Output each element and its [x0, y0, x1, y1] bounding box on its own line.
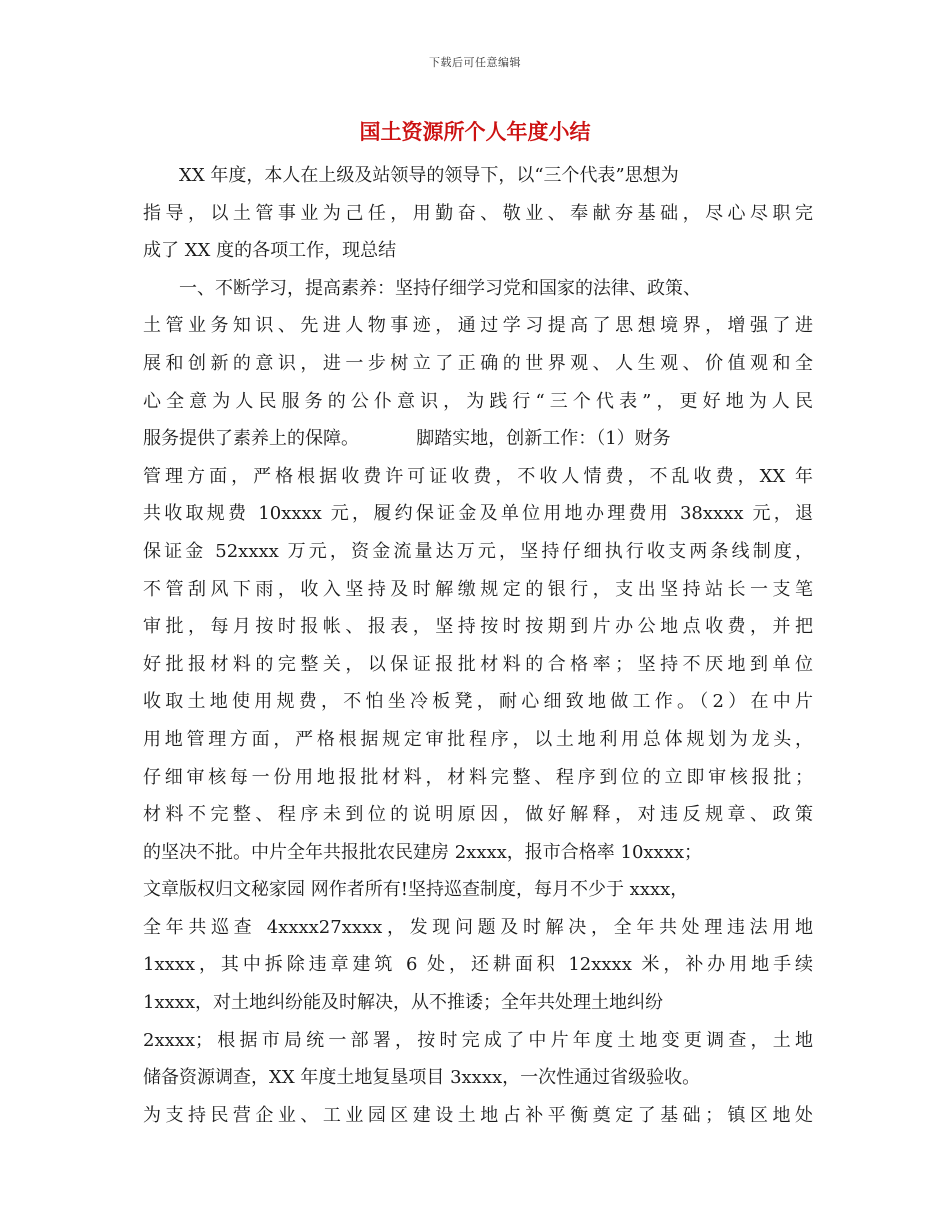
body-line: 2xxxx；根据市局统一部署，按时完成了中片年度土地变更调查，土地 [143, 1029, 813, 1051]
body-line: XX 年度，本人在上级及站领导的领导下，以“三个代表”思想为 [179, 165, 679, 186]
body-line: 为支持民营企业、工业园区建设土地占补平衡奠定了基础；镇区地处 [143, 1104, 813, 1126]
body-line: 用地管理方面，严格根据规定审批程序，以土地利用总体规划为龙头， [143, 728, 813, 750]
body-line: 指导，以土管事业为己任，用勤奋、敬业、奉献夯基础，尽心尽职完 [143, 202, 813, 224]
body-line: 保证金 52xxxx 万元，资金流量达万元，坚持仔细执行收支两条线制度， [143, 540, 813, 562]
document-title: 国土资源所个人年度小结 [359, 119, 591, 144]
body-line: 全年共巡查 4xxxx27xxxx，发现问题及时解决，全年共处理违法用地 [143, 916, 813, 938]
document-body [143, 157, 813, 1134]
body-line: 文章版权归文秘家园 网作者所有!坚持巡查制度，每月不少于 xxxx， [143, 879, 689, 901]
body-line: 共收取规费 10xxxx 元，履约保证金及单位用地办理费用 38xxxx 元，退 [143, 503, 813, 525]
body-line: 好批报材料的完整关，以保证报批材料的合格率；坚持不厌地到单位 [143, 653, 813, 675]
body-line: 展和创新的意识，进一步树立了正确的世界观、人生观、价值观和全 [143, 352, 813, 374]
body-line: 不管刮风下雨，收入坚持及时解缴规定的银行，支出坚持站长一支笔 [143, 578, 813, 600]
page-header-note: 下载后可任意编辑 [429, 56, 521, 69]
body-line: 心全意为人民服务的公仆意识，为践行“三个代表”，更好地为人民 [143, 390, 813, 412]
body-line: 一、不断学习，提高素养：坚持仔细学习党和国家的法律、政策、 [179, 277, 701, 299]
body-line: 的坚决不批。中片全年共报批农民建房 2xxxx，报市合格率 10xxxx； [143, 841, 703, 863]
body-line: 服务提供了素养上的保障。 脚踏实地，创新工作：（1）财务 [143, 428, 671, 450]
body-line: 成了 XX 度的各项工作，现总结 [143, 240, 397, 262]
body-line: 1xxxx，对土地纠纷能及时解决，从不推诿；全年共处理土地纠纷 [143, 992, 664, 1014]
body-line: 仔细审核每一份用地报批材料，材料完整、程序到位的立即审核报批； [143, 766, 813, 788]
body-line: 审批，每月按时报帐、报表，坚持按时按期到片办公地点收费，并把 [143, 616, 813, 638]
body-line: 材料不完整、程序未到位的说明原因，做好解释，对违反规章、政策 [143, 804, 813, 826]
body-line: 储备资源调查，XX 年度土地复垦项目 3xxxx，一次性通过省级验收。 [143, 1067, 701, 1089]
body-line: 管理方面，严格根据收费许可证收费，不收人情费，不乱收费，XX 年 [143, 465, 813, 487]
body-line: 土管业务知识、先进人物事迹，通过学习提高了思想境界，增强了进 [143, 315, 813, 337]
body-line: 1xxxx，其中拆除违章建筑 6 处，还耕面积 12xxxx 米，补办用地手续 [143, 954, 813, 976]
body-line: 收取土地使用规费，不怕坐冷板凳，耐心细致地做工作。（2）在中片 [143, 691, 813, 713]
